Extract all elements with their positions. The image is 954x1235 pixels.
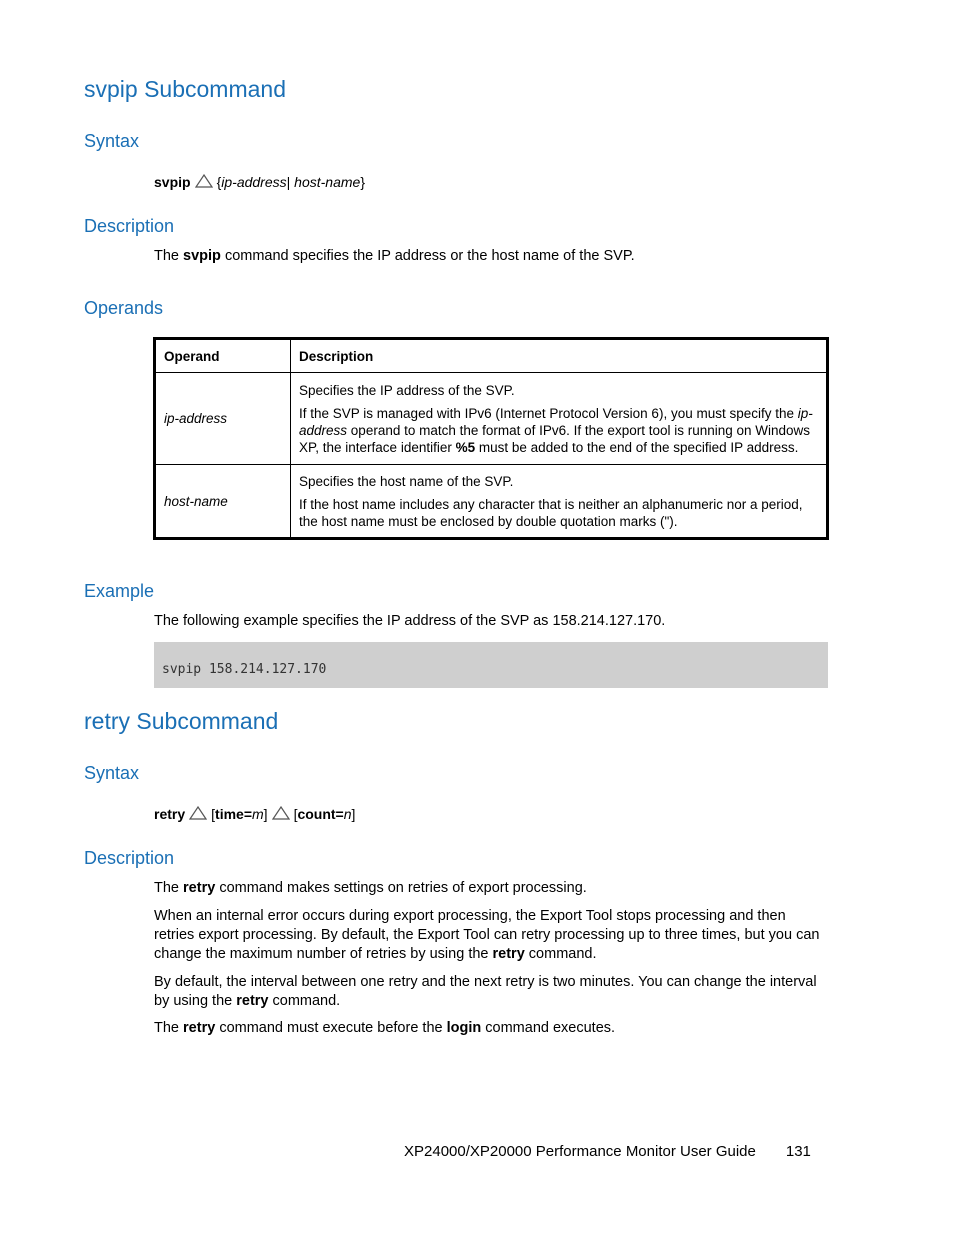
syntax-separator: |	[286, 174, 291, 190]
text-fragment: The	[154, 1020, 179, 1036]
syntax-keyword-count: count=	[297, 806, 344, 822]
syntax-var-n: n	[343, 806, 352, 822]
text-fragment: When an internal error occurs during export processing, the Export Tool stops processing and then retries export processing. By default, the Export Tool can retry processing up to three times, but you can change the maximum number of retries by using the	[154, 908, 820, 962]
text-fragment: command executes.	[485, 1020, 616, 1036]
bracket-close: ]	[263, 806, 268, 822]
example-code-block: svpip 158.214.127.170	[154, 642, 828, 688]
table-header-row	[155, 339, 828, 373]
syntax-arg-host-name: host-name	[294, 174, 361, 190]
operands-table	[153, 337, 829, 540]
command-name: retry	[183, 880, 216, 896]
description-cell	[291, 465, 828, 539]
command-name: retry	[236, 993, 269, 1009]
bracket-open: [	[211, 806, 216, 822]
interface-identifier: %5	[455, 439, 476, 455]
svpip-syntax-heading: Syntax	[84, 131, 140, 151]
operand-cell: host-name	[155, 465, 291, 539]
command-name: retry	[183, 1020, 216, 1036]
text-fragment: operand to match the format of IPv6. If the export tool is running on Windows XP, the interface identifier	[299, 422, 811, 455]
retry-syntax-heading: Syntax	[84, 763, 140, 783]
description-line	[299, 405, 818, 456]
retry-description-heading: Description	[84, 848, 175, 868]
bracket-open: [	[293, 806, 298, 822]
table-row	[155, 465, 828, 539]
syntax-command: svpip	[154, 174, 191, 190]
retry-paragraph-1	[154, 879, 822, 898]
bracket-close: ]	[351, 806, 356, 822]
text-fragment: command.	[528, 946, 597, 962]
text-fragment: must be added to the end of the specified IP address.	[478, 439, 799, 455]
text-fragment: command.	[272, 993, 341, 1009]
page-number: 131	[785, 1143, 811, 1160]
table-row	[155, 373, 828, 465]
syntax-var-m: m	[252, 806, 264, 822]
description-line: If the host name includes any character that is neither an alphanumeric nor a period, the host name must be enclosed by double quotation marks (").	[299, 496, 803, 529]
retry-title: retry Subcommand	[84, 708, 279, 734]
operand-cell: ip-address	[155, 373, 291, 465]
description-line: Specifies the IP address of the SVP.	[299, 382, 515, 398]
svpip-description-text	[154, 247, 822, 266]
description-line: Specifies the host name of the SVP.	[299, 473, 514, 489]
svpip-syntax-line	[154, 174, 365, 190]
svpip-example-heading: Example	[84, 581, 155, 601]
description-cell	[291, 373, 828, 465]
text-fragment: By default, the interval between one retry and the next retry is two minutes. You can change the interval by using the	[154, 974, 817, 1009]
retry-paragraph-4	[154, 1019, 822, 1038]
retry-paragraph-2	[154, 907, 822, 964]
text-fragment: The	[154, 248, 179, 264]
syntax-arg-ip-address: ip-address	[221, 174, 287, 190]
header-description: Description	[291, 339, 828, 373]
operand-reference: ip-address	[299, 405, 813, 438]
svpip-operands-heading: Operands	[84, 298, 164, 318]
command-name: svpip	[183, 248, 221, 264]
syntax-command: retry	[154, 806, 186, 822]
page-footer	[404, 1143, 811, 1160]
guide-title: XP24000/XP20000 Performance Monitor User Guide	[404, 1143, 756, 1160]
header-operand: Operand	[155, 339, 291, 373]
space-triangle-icon	[189, 806, 207, 820]
retry-paragraph-3	[154, 973, 822, 1011]
text-fragment: The	[154, 880, 179, 896]
syntax-keyword-time: time=	[215, 806, 252, 822]
svpip-example-text: The following example specifies the IP address of the SVP as 158.214.127.170.	[154, 613, 666, 629]
text-fragment: command must execute before the	[219, 1020, 443, 1036]
space-triangle-icon	[195, 174, 213, 188]
syntax-brace-close: }	[360, 174, 366, 190]
svpip-description-heading: Description	[84, 216, 175, 236]
command-name: login	[446, 1020, 482, 1036]
retry-syntax-line	[154, 806, 355, 822]
text-fragment: If the SVP is managed with IPv6 (Internet Protocol Version 6), you must specify the	[299, 405, 794, 421]
space-triangle-icon	[272, 806, 290, 820]
command-name: retry	[492, 946, 525, 962]
svpip-title: svpip Subcommand	[84, 76, 286, 102]
syntax-brace-open: {	[216, 174, 222, 190]
text-fragment: command specifies the IP address or the host name of the SVP.	[224, 248, 635, 264]
text-fragment: command makes settings on retries of export processing.	[219, 880, 587, 896]
